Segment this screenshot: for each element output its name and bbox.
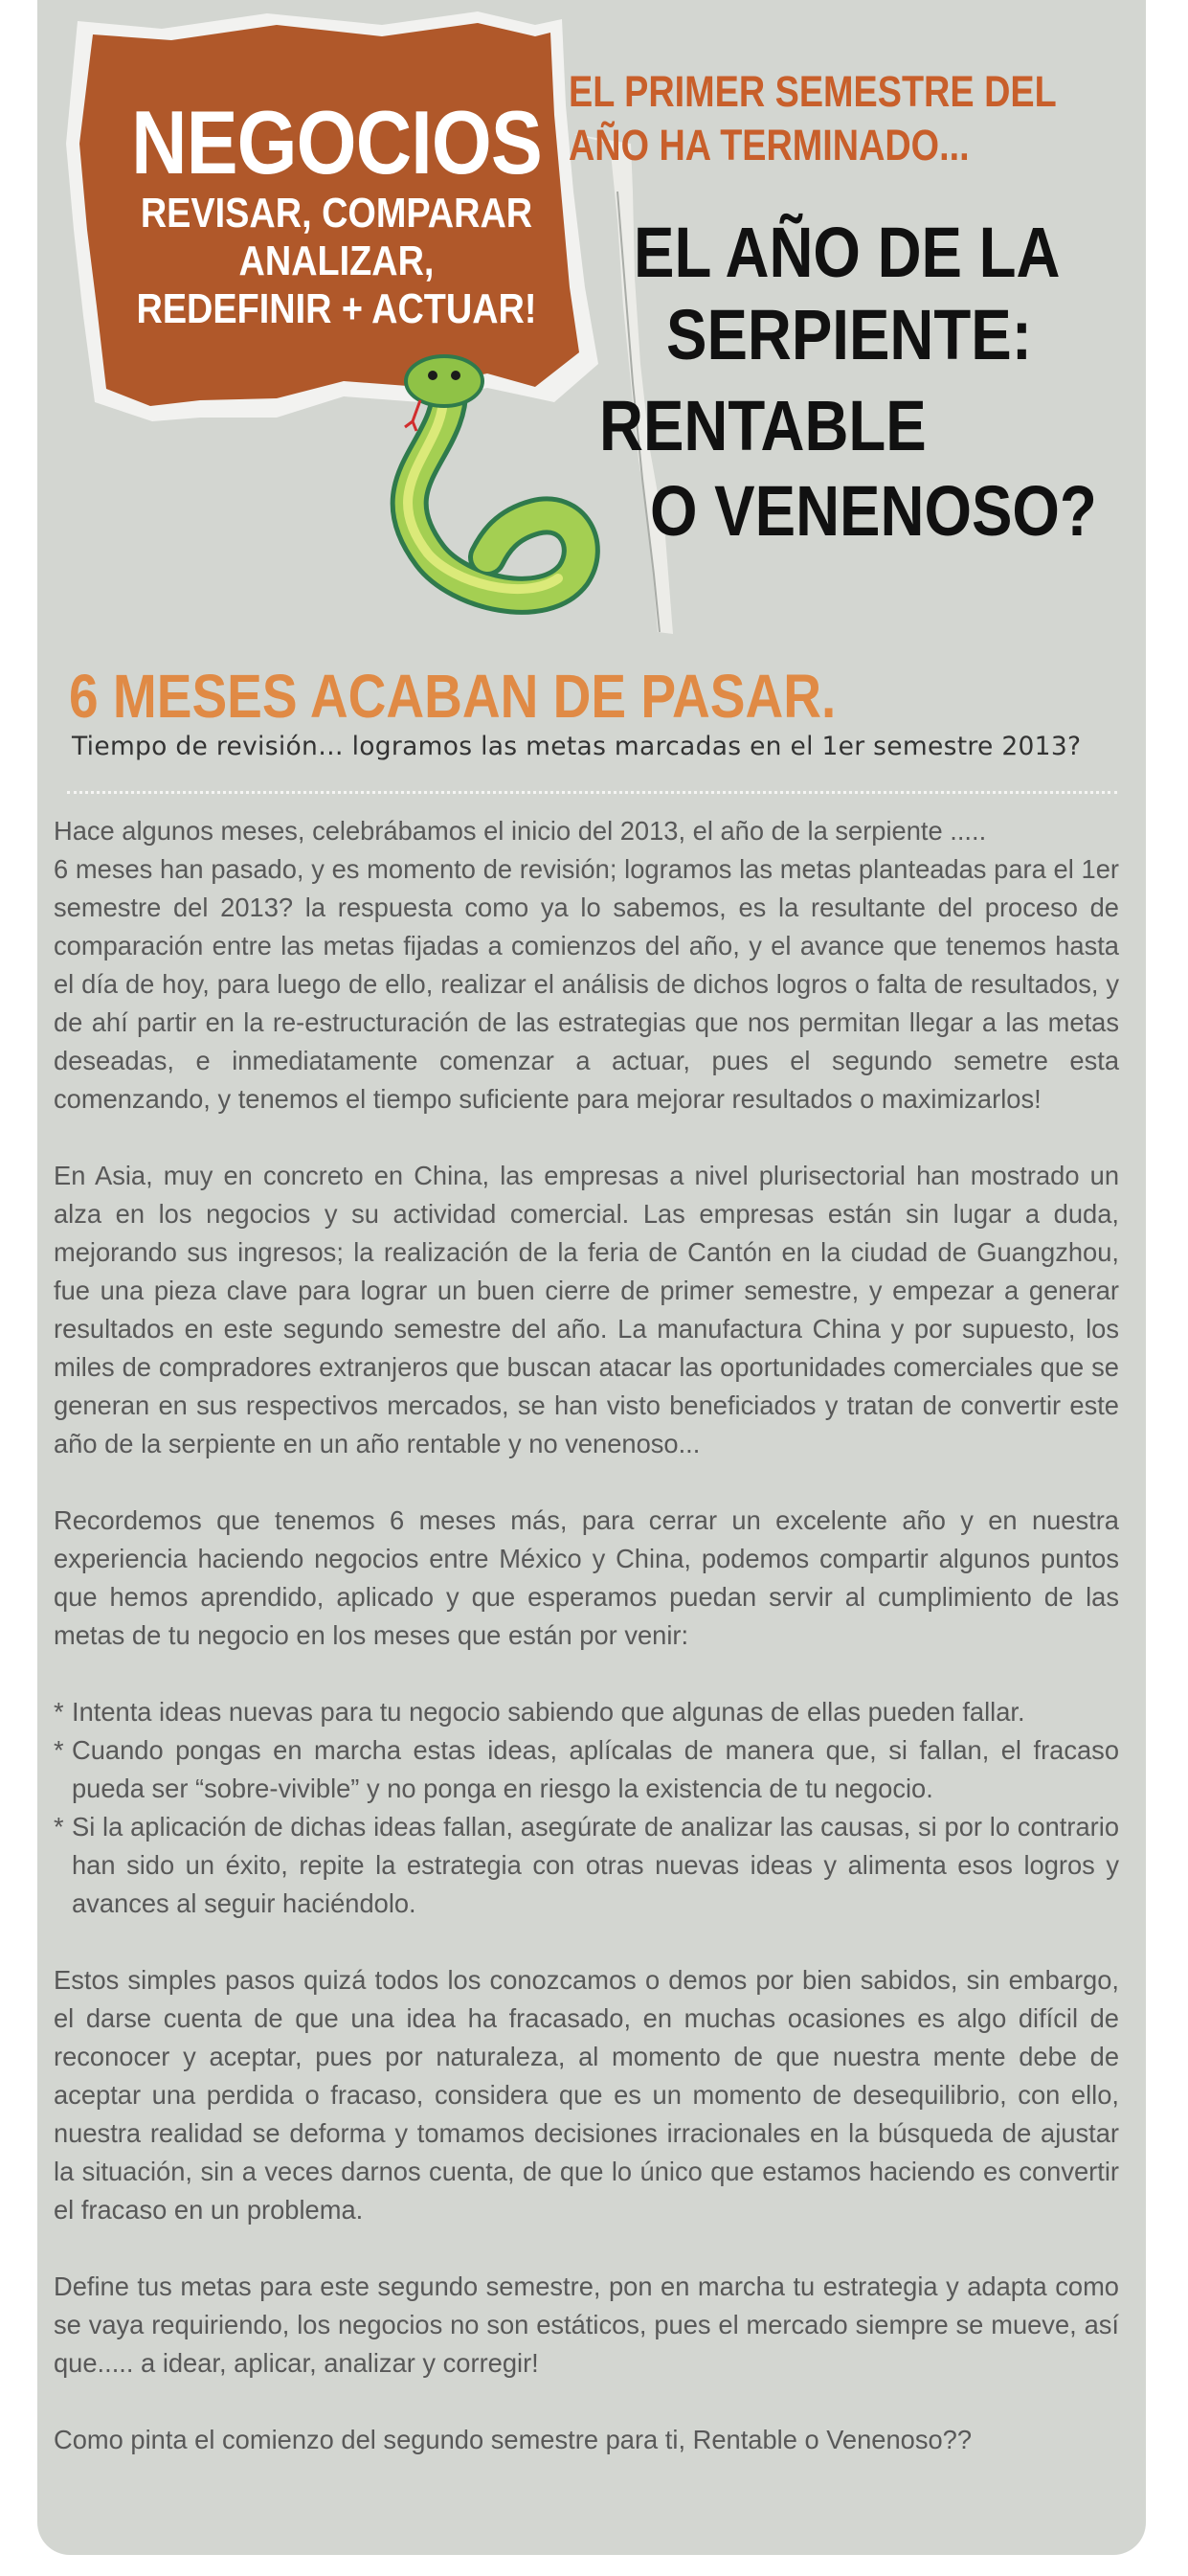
article-paragraph: Estos simples pasos quizá todos los conozcamos o demos por bien sabidos, sin embargo, el darse cuenta de que una idea ha fracasado, en muchas ocasiones es algo difícil de reconocer y aceptar, pues por naturaleza, al momento de que nuestra mente debe de aceptar una perdida o fracaso, considera que es un momento de desequilibrio, con ello, nuestra realidad se deforma y tomamos decisiones irracionales en la búsqueda de ajustar la situación, sin a veces darnos cuenta, de que lo único que estamos haciendo es convertir el fracaso en un problema. [54,1965,1119,2225]
article-text: 6 meses han pasado, y es momento de revisión; logramos las metas planteadas para el 1er semestre del 2013? la respuesta como ya lo sabemos, es la resultante del proceso de comparación entre las metas fijadas a comienzos del año, y el avance que tenemos hasta el día de hoy, para luego de ello, realizar el análisis de dichos logros o falta de resultados, y de ahí partir en la re-estructuración de las estrategias que nos permitan llegar a las metas deseadas, e inmediatamente comenzar a actuar, pues el segundo semetre esta comenzando, y tenemos el tiempo suficiente para mejorar resultados o maximizarlos! [54,854,1119,1114]
headline-line: RENTABLE [599,386,927,465]
article-intro-line: Hace algunos meses, celebrábamos el inicio del 2013, el año de la serpiente ..... [54,816,987,846]
kicker-text [569,65,1057,172]
dotted-divider [67,791,1117,794]
closing-question: Como pinta el comienzo del segundo semestre para ti, Rentable o Venenoso?? [54,2425,973,2454]
business-badge [66,92,607,333]
article-paragraph: Recordemos que tenemos 6 meses más, para cerrar un excelente año y en nuestra experiencia haciendo negocios entre México y China, podemos compartir algunos puntos que hemos aprendido, aplicado y que esperamos puedan servir al cumplimiento de las metas de tu negocio en los meses que están por venir: [54,1505,1119,1650]
headline-line: SERPIENTE: [666,295,1032,374]
article-body [54,812,1119,2497]
tips-list [54,1693,1119,1923]
list-item: * Intenta ideas nuevas para tu negocio sabiendo que algunas de ellas pueden fallar. [54,1693,1119,1731]
header-banner [37,0,1146,651]
section-title: 6 MESES ACABAN DE PASAR. [69,662,837,731]
kicker-line: AÑO HA TERMINADO... [569,121,970,169]
kicker-line: EL PRIMER SEMESTRE DEL [569,67,1057,116]
article-paragraph: Define tus metas para este segundo semestre, pon en marcha tu estrategia y adapta como se vaya requiriendo, los negocios no son estáticos, pues el mercado siempre se mueve, así que..... a idear, aplicar, analizar y corregir! [54,2271,1119,2378]
article-paragraph: En Asia, muy en concreto en China, las empresas a nivel plurisectorial han mostrado un alza en los negocios y su actividad comercial. Las empresas están sin lugar a duda, mejorando sus ingresos; la realización de la feria de Cantón en la ciudad de Guangzhou, fue una pieza clave para lograr un buen cierre de primer semestre, y empezar a generar resultados en este segundo semestre del año. La manufactura China y por supuesto, los miles de compradores extranjeros que buscan atacar las oportunidades comerciales que se generan en sus respectivos mercados, se han visto beneficiados y tratan de convertir este año de la serpiente en un año rentable y no venenoso... [54,1161,1119,1458]
badge-subtitle-line: REDEFINIR + ACTUAR! [136,285,537,332]
list-item: * Cuando pongas en marcha estas ideas, aplícalas de manera que, si fallan, el fracaso pueda ser “sobre-vivible” y no ponga en riesgo la existencia de tu negocio. [54,1731,1119,1808]
badge-title: NEGOCIOS [131,92,542,192]
headline-line: EL AÑO DE LA [634,213,1061,292]
article-panel [37,0,1146,2555]
list-item: * Si la aplicación de dichas ideas fallan, asegúrate de analizar las causas, si por lo contrario han sido un éxito, repite la estrategia con otras nuevas ideas y alimenta esos logros y avances al seguir haciéndolo. [54,1808,1119,1923]
article-paragraph [54,812,1119,1119]
headline-line: O VENENOSO? [650,471,1097,551]
section-subtitle: Tiempo de revisión… logramos las metas marcadas en el 1er semestre 2013? [72,732,1082,761]
badge-subtitle-line: ANALIZAR, [238,237,435,284]
badge-subtitle-line: REVISAR, COMPARAR [140,190,533,237]
